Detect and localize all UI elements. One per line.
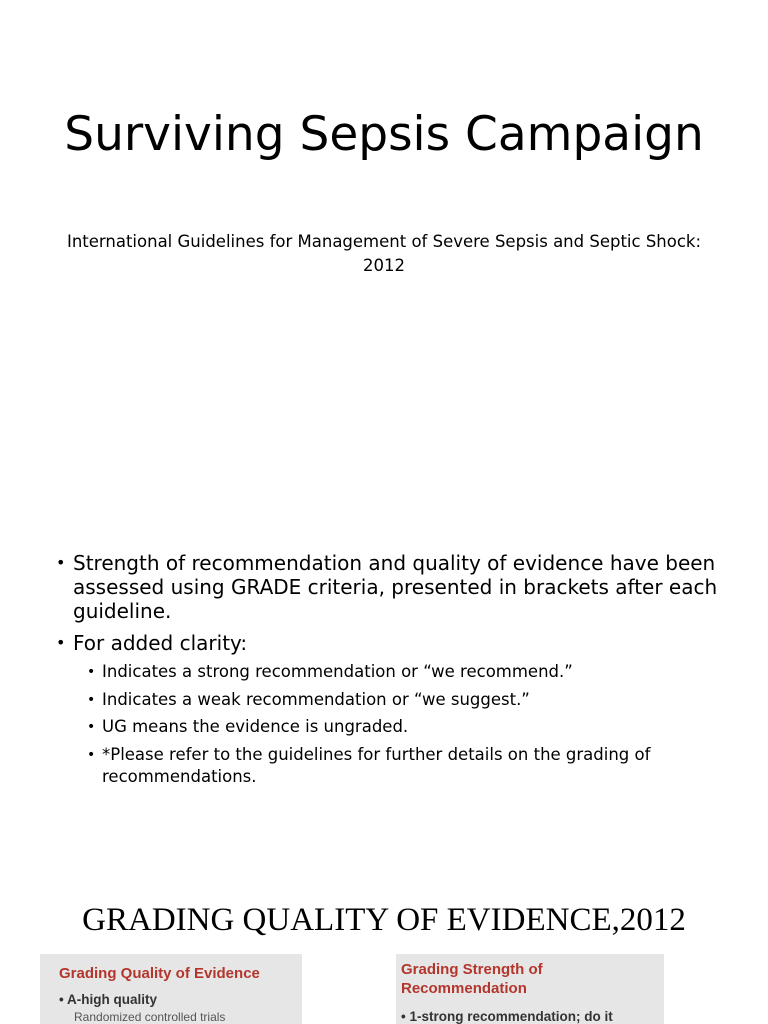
panel-title: Grading Strength of Recommendation [401,961,543,997]
grading-quality-panel [40,954,302,1024]
sub-bullet-list [73,661,736,788]
sub-bullet-item: • *Please refer to the guidelines for further details on the grading of recommendations. [87,744,736,788]
panel-item: • A-high quality [59,992,157,1007]
bullet-item-with-sublist [56,631,736,788]
panel-title: Grading Quality of Evidence [59,965,260,982]
page-title: Surviving Sepsis Campaign [64,107,704,162]
section-heading: GRADING QUALITY OF EVIDENCE,2012 [82,902,686,938]
sub-bullet-item: • Indicates a strong recommendation or “we recommend.” [87,661,736,683]
bullet-item-label: For added clarity: [73,631,248,655]
bullet-list [56,551,736,796]
grading-strength-panel [396,954,664,1024]
sub-bullet-item: • Indicates a weak recommendation or “we suggest.” [87,689,736,711]
panel-subitem: Randomized controlled trials [74,1010,226,1024]
page-subtitle: International Guidelines for Management of Severe Sepsis and Septic Shock: 2012 [66,232,702,275]
bullet-item: • Strength of recommendation and quality of evidence have been assessed using GRADE criteria, presented in brackets after each guideline. [56,551,736,623]
sub-bullet-item: • UG means the evidence is ungraded. [87,716,736,738]
panel-item: • 1-strong recommendation; do it [401,1009,613,1024]
